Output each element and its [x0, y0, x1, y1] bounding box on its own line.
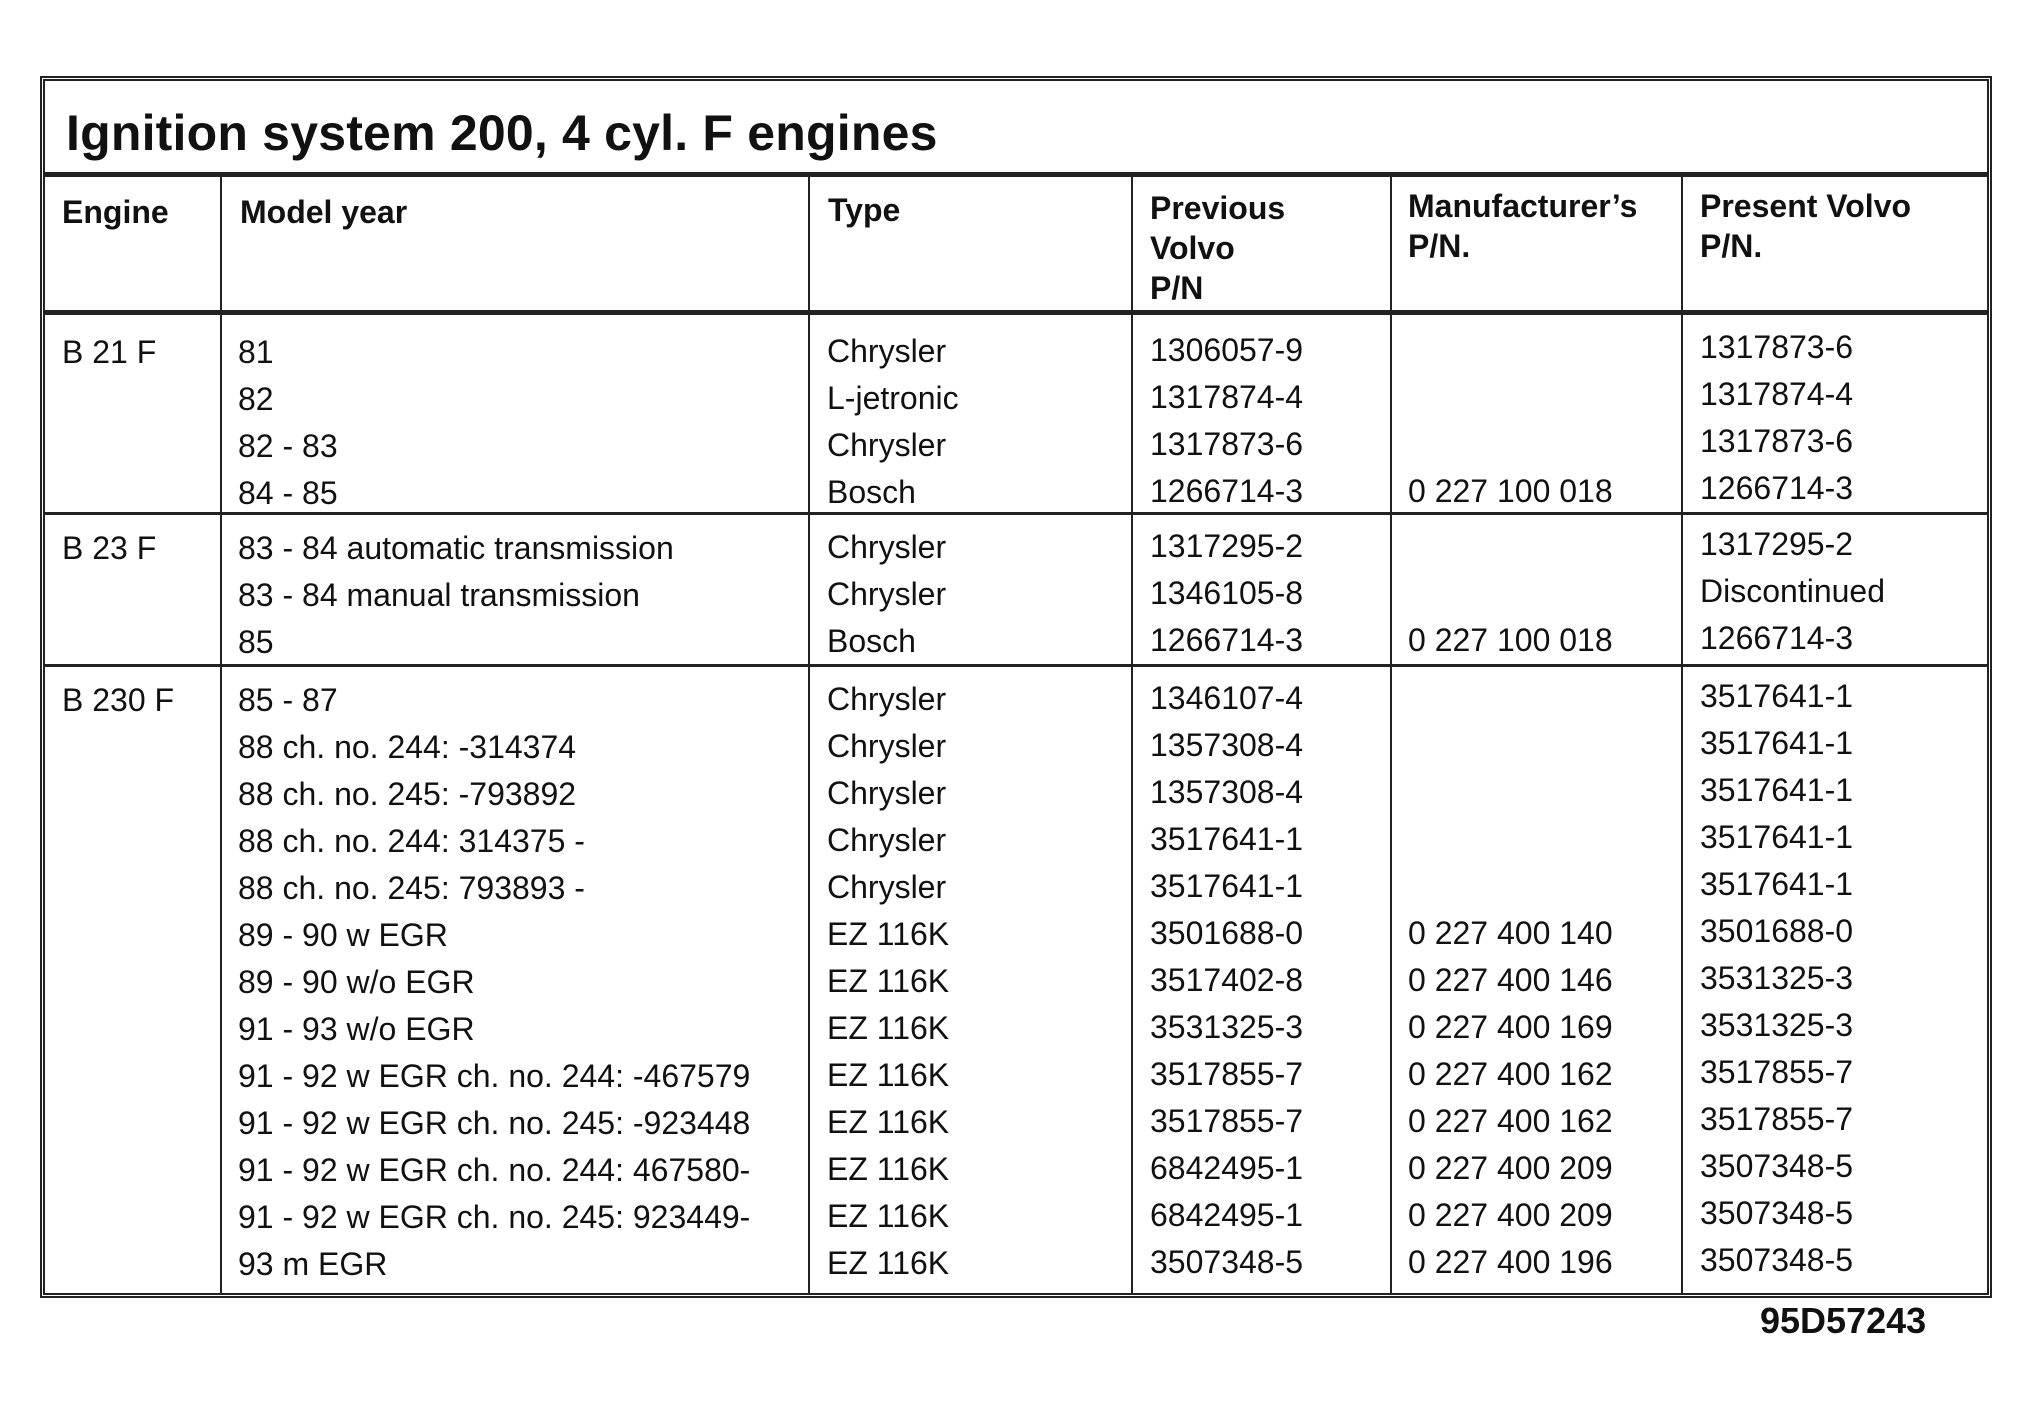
type-cell: Bosch — [827, 623, 916, 659]
present-pn-cell: 3517641-1 — [1700, 725, 1854, 761]
type-cell: Chrysler — [827, 576, 947, 612]
manufacturer-pn-cell — [1408, 675, 1613, 722]
model-year-column — [238, 329, 338, 517]
model-year-cell: 91 - 92 w EGR ch. no. 245: 923449- — [238, 1199, 751, 1235]
manufacturer-pn-column — [1408, 675, 1613, 1286]
present-pn-cell: 3531325-3 — [1700, 1007, 1854, 1043]
previous-pn-cell: 1306057-9 — [1150, 332, 1304, 368]
manufacturer-pn-cell — [1408, 722, 1613, 769]
type-cell: EZ 116K — [827, 1104, 950, 1140]
previous-pn-cell: 3501688-0 — [1150, 915, 1304, 951]
type-cell: Chrysler — [827, 427, 947, 463]
column-divider — [1390, 176, 1392, 1293]
model-year-cell: 84 - 85 — [238, 475, 338, 511]
model-year-cell: 85 - 87 — [238, 682, 338, 718]
type-cell: Chrysler — [827, 333, 947, 369]
manufacturer-pn-cell: 0 227 400 162 — [1408, 1103, 1613, 1139]
type-cell: EZ 116K — [827, 916, 950, 952]
previous-pn-cell: 1346105-8 — [1150, 575, 1304, 611]
previous-pn-cell: 3507348-5 — [1150, 1244, 1304, 1280]
model-year-cell: 85 — [238, 624, 274, 660]
type-cell: Chrysler — [827, 681, 947, 717]
type-cell: EZ 116K — [827, 1057, 950, 1093]
type-column — [827, 676, 949, 1287]
manufacturer-pn-cell: 0 227 100 018 — [1408, 622, 1613, 658]
present-pn-cell: 3501688-0 — [1700, 913, 1854, 949]
manufacturer-pn-cell: 0 227 400 146 — [1408, 962, 1613, 998]
type-column — [827, 524, 946, 665]
column-divider — [220, 176, 222, 1293]
model-year-cell: 93 m EGR — [238, 1246, 388, 1282]
type-cell: Chrysler — [827, 529, 947, 565]
present-pn-column — [1700, 324, 1853, 512]
type-cell: Chrysler — [827, 869, 947, 905]
previous-pn-cell: 6842495-1 — [1150, 1150, 1304, 1186]
present-pn-cell: 1266714-3 — [1700, 470, 1854, 506]
previous-pn-cell: 1357308-4 — [1150, 727, 1304, 763]
column-header-previous-volvo-pn: Previous Volvo P/N — [1150, 190, 1286, 306]
present-pn-cell: 3517641-1 — [1700, 819, 1854, 855]
model-year-cell: 91 - 92 w EGR ch. no. 244: 467580- — [238, 1152, 751, 1188]
figure-reference-code: 95D57243 — [1760, 1300, 1927, 1341]
model-year-cell: 91 - 92 w EGR ch. no. 245: -923448 — [238, 1105, 751, 1141]
column-header-manufacturer-pn: Manufacturer’s P/N. — [1408, 188, 1638, 264]
present-pn-cell: 3517641-1 — [1700, 866, 1854, 902]
manufacturer-pn-cell — [1408, 570, 1613, 617]
present-pn-cell: 3517855-7 — [1700, 1101, 1854, 1137]
present-pn-cell: Discontinued — [1700, 573, 1885, 609]
column-divider — [1131, 176, 1133, 1293]
page-title: Ignition system 200, 4 cyl. F engines — [66, 105, 938, 161]
present-pn-column — [1700, 521, 1885, 662]
model-year-cell: 82 — [238, 381, 274, 417]
model-year-cell: 81 — [238, 334, 274, 370]
type-cell: Chrysler — [827, 728, 947, 764]
previous-pn-column — [1150, 327, 1303, 515]
previous-pn-cell: 1317295-2 — [1150, 528, 1304, 564]
present-pn-cell: 3517855-7 — [1700, 1054, 1854, 1090]
manufacturer-pn-cell: 0 227 400 169 — [1408, 1009, 1613, 1045]
manufacturer-pn-cell: 0 227 100 018 — [1408, 473, 1613, 509]
manufacturer-pn-cell — [1408, 523, 1613, 570]
model-year-cell: 82 - 83 — [238, 428, 338, 464]
present-pn-cell: 1266714-3 — [1700, 620, 1854, 656]
previous-pn-cell: 3531325-3 — [1150, 1009, 1304, 1045]
manufacturer-pn-cell: 0 227 400 209 — [1408, 1150, 1613, 1186]
model-year-cell: 91 - 92 w EGR ch. no. 244: -467579 — [238, 1058, 751, 1094]
present-pn-cell: 3517641-1 — [1700, 772, 1854, 808]
column-header-engine: Engine — [62, 194, 169, 230]
manufacturer-pn-cell — [1408, 421, 1613, 468]
previous-pn-cell: 1266714-3 — [1150, 622, 1304, 658]
manufacturer-pn-cell — [1408, 374, 1613, 421]
present-pn-cell: 1317874-4 — [1700, 376, 1854, 412]
present-pn-cell: 1317295-2 — [1700, 526, 1854, 562]
type-cell: EZ 116K — [827, 1010, 950, 1046]
previous-pn-cell: 1346107-4 — [1150, 680, 1304, 716]
previous-pn-cell: 3517641-1 — [1150, 868, 1304, 904]
column-header-model-year: Model year — [240, 194, 408, 230]
previous-pn-cell: 3517855-7 — [1150, 1056, 1304, 1092]
manufacturer-pn-cell — [1408, 863, 1613, 910]
manufacturer-pn-column — [1408, 523, 1613, 664]
manufacturer-pn-cell — [1408, 816, 1613, 863]
type-cell: EZ 116K — [827, 1151, 950, 1187]
column-divider — [1681, 176, 1683, 1293]
type-cell: EZ 116K — [827, 1245, 950, 1281]
previous-pn-cell: 6842495-1 — [1150, 1197, 1304, 1233]
model-year-cell: 83 - 84 manual transmission — [238, 577, 640, 613]
previous-pn-cell: 3517402-8 — [1150, 962, 1304, 998]
previous-pn-cell: 3517641-1 — [1150, 821, 1304, 857]
manufacturer-pn-cell: 0 227 400 140 — [1408, 915, 1613, 951]
present-pn-cell: 3531325-3 — [1700, 960, 1854, 996]
type-cell: Bosch — [827, 474, 916, 510]
previous-pn-cell: 3517855-7 — [1150, 1103, 1304, 1139]
manufacturer-pn-column — [1408, 327, 1613, 515]
previous-pn-column — [1150, 675, 1303, 1286]
model-year-cell: 88 ch. no. 244: -314374 — [238, 729, 577, 765]
type-cell: Chrysler — [827, 822, 947, 858]
engine-cell: B 230 F — [62, 682, 175, 718]
title-divider — [44, 172, 1988, 177]
header-divider — [44, 310, 1988, 315]
model-year-cell: 89 - 90 w/o EGR — [238, 964, 475, 1000]
manufacturer-pn-cell — [1408, 327, 1613, 374]
previous-pn-cell: 1317874-4 — [1150, 379, 1304, 415]
present-pn-cell: 3517641-1 — [1700, 678, 1854, 714]
type-cell: L-jetronic — [827, 380, 959, 416]
manufacturer-pn-cell: 0 227 400 162 — [1408, 1056, 1613, 1092]
previous-pn-cell: 1266714-3 — [1150, 473, 1304, 509]
engine-cell: B 21 F — [62, 334, 157, 370]
present-pn-column — [1700, 673, 1853, 1284]
model-year-cell: 88 ch. no. 245: 793893 - — [238, 870, 585, 906]
model-year-cell: 83 - 84 automatic transmission — [238, 530, 674, 566]
type-cell: EZ 116K — [827, 963, 950, 999]
model-year-cell: 89 - 90 w EGR — [238, 917, 448, 953]
manufacturer-pn-cell: 0 227 400 209 — [1408, 1197, 1613, 1233]
previous-pn-cell: 1357308-4 — [1150, 774, 1304, 810]
type-cell: Chrysler — [827, 775, 947, 811]
column-header-present-volvo-pn: Present Volvo P/N. — [1700, 188, 1912, 264]
previous-pn-column — [1150, 523, 1303, 664]
engine-cell: B 23 F — [62, 530, 157, 566]
present-pn-cell: 3507348-5 — [1700, 1242, 1854, 1278]
model-year-cell: 88 ch. no. 245: -793892 — [238, 776, 577, 812]
present-pn-cell: 3507348-5 — [1700, 1195, 1854, 1231]
present-pn-cell: 1317873-6 — [1700, 423, 1854, 459]
present-pn-cell: 3507348-5 — [1700, 1148, 1854, 1184]
present-pn-cell: 1317873-6 — [1700, 329, 1854, 365]
type-cell: EZ 116K — [827, 1198, 950, 1234]
model-year-cell: 88 ch. no. 244: 314375 - — [238, 823, 585, 859]
model-year-column — [238, 677, 750, 1288]
manufacturer-pn-cell: 0 227 400 196 — [1408, 1244, 1613, 1280]
model-year-column — [238, 525, 674, 666]
manufacturer-pn-cell — [1408, 769, 1613, 816]
previous-pn-cell: 1317873-6 — [1150, 426, 1304, 462]
column-divider — [808, 176, 810, 1293]
column-header-type: Type — [828, 192, 901, 228]
type-column — [827, 328, 959, 516]
model-year-cell: 91 - 93 w/o EGR — [238, 1011, 475, 1047]
